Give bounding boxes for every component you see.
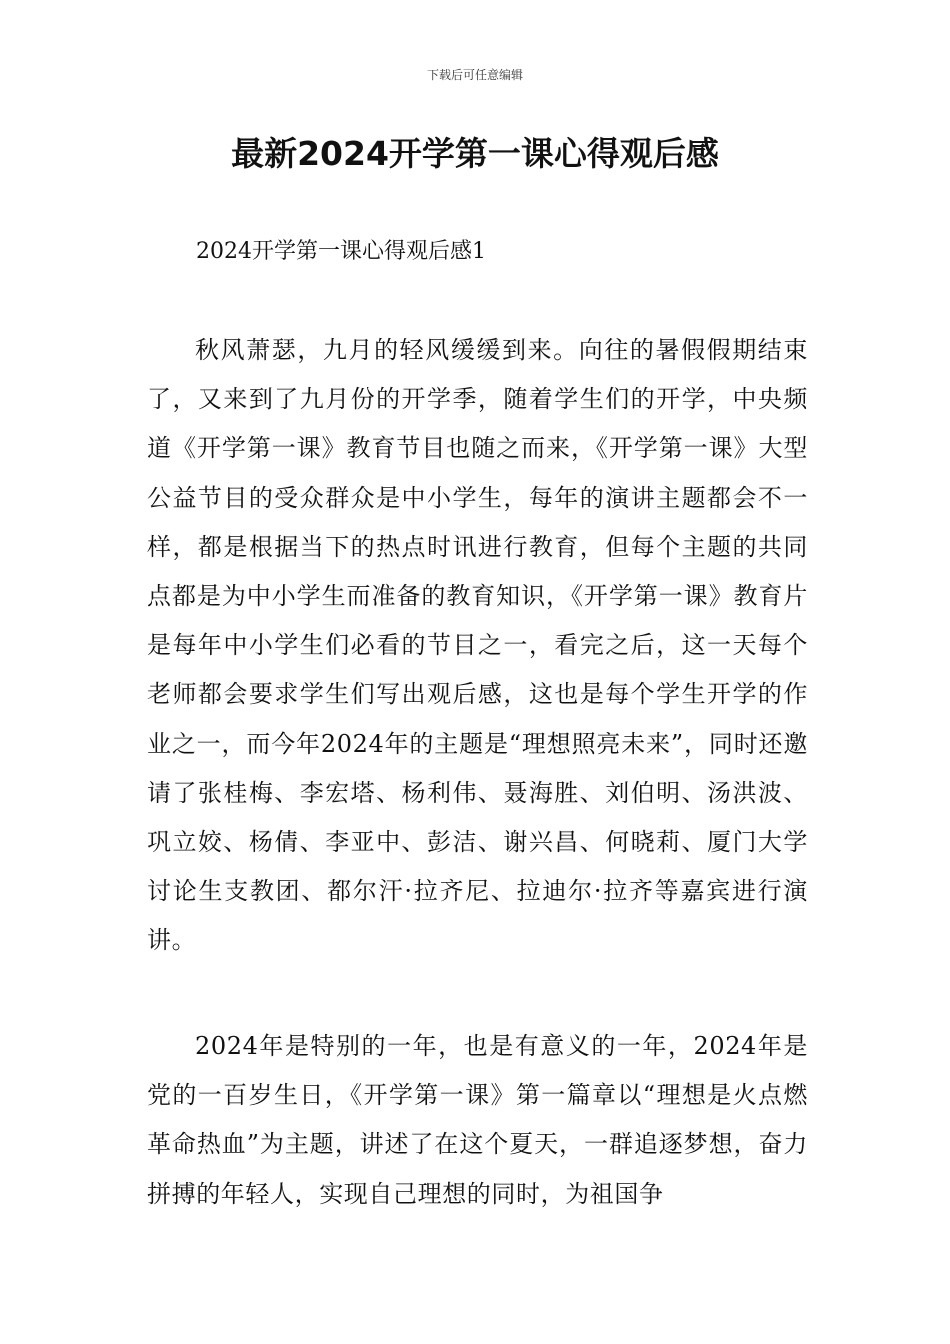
document-title: 最新2024开学第一课心得观后感: [231, 134, 719, 173]
header-note: 下载后可任意编辑: [426, 68, 523, 82]
body-paragraph-1: 秋风萧瑟，九月的轻风缓缓到来。向往的暑假假期结束了，又来到了九月份的开学季，随着学生们的开学，中央频道《开学第一课》教育节目也随之而来，《开学第一课》大型公益节目的受众群众是中小学生，每年的演讲主题都会不一样，都是根据当下的热点时讯进行教育，但每个主题的共同点都是为中小学生而准备的教育知识，《开学第一课》教育片是每年中小学生们必看的节目之一，看完之后，这一天每个老师都会要求学生们写出观后感，这也是每个学生开学的作业之一，而今年2024年的主题是“理想照亮未来”，同时还邀请了张桂梅、李宏塔、杨利伟、聂海胜、刘伯明、汤洪波、巩立姣、杨倩、李亚中、彭洁、谢兴昌、何晓莉、厦门大学讨论生支教团、都尔汗·拉齐尼、拉迪尔·拉齐等嘉宾进行演讲。: [147, 336, 808, 955]
body-paragraph-2: 2024年是特别的一年，也是有意义的一年，2024年是党的一百岁生日，《开学第一课》第一篇章以“理想是火点燃革命热血”为主题，讲述了在这个夏天，一群追逐梦想，奋力拼搏的年轻人，实现自己理想的同时，为祖国争: [147, 1032, 808, 1208]
section-heading: 2024开学第一课心得观后感1: [196, 239, 486, 264]
